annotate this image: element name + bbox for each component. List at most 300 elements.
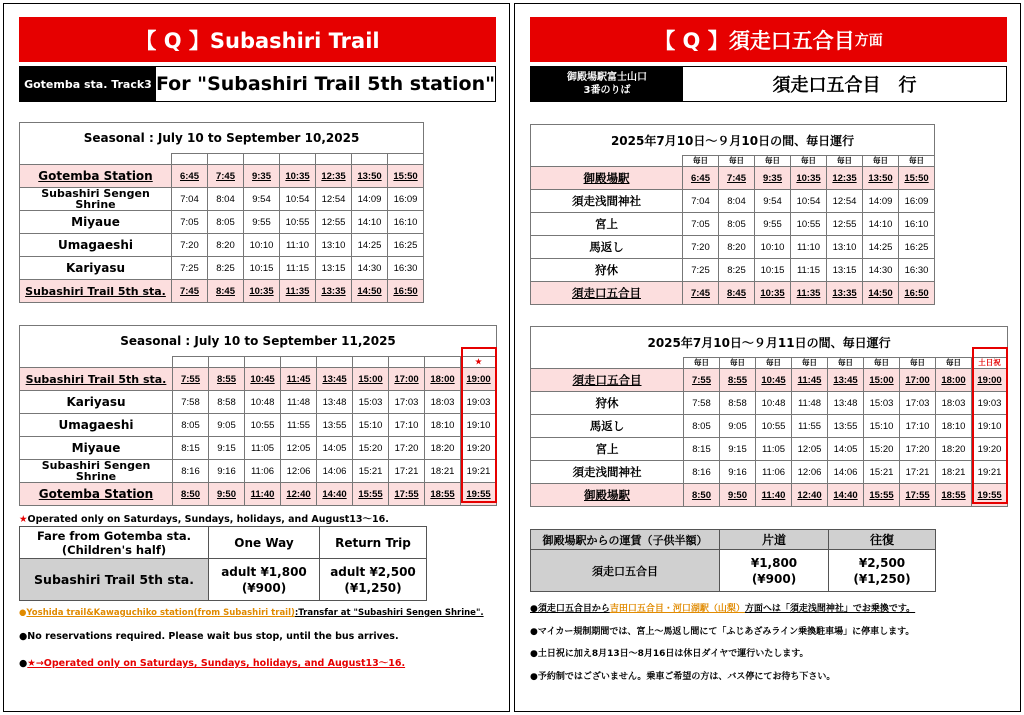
table-row (20, 460, 497, 483)
outbound-timetable (19, 122, 424, 303)
header-spacer (20, 357, 173, 368)
departure-time: 14:40 (317, 483, 353, 506)
table-row (20, 211, 424, 234)
departure-time: 8:50 (173, 483, 209, 506)
departure-time: 13:48 (828, 392, 864, 415)
departure-time: 16:30 (388, 257, 424, 280)
day-label: 毎日 (828, 358, 864, 369)
departure-time: 14:05 (828, 438, 864, 461)
departure-time: 17:55 (900, 484, 936, 507)
english-timetable-panel (3, 3, 510, 712)
stop-name: Miyaue (20, 211, 172, 234)
departure-time: 7:05 (172, 211, 208, 234)
stop-name: Gotemba Station (20, 483, 173, 506)
stop-name: 馬返し (531, 236, 683, 259)
departure-time: 19:03 (972, 392, 1008, 415)
departure-time: 10:15 (755, 259, 791, 282)
stop-name: Subashiri Sengen Shrine (20, 460, 173, 483)
table-row (20, 368, 497, 391)
boarding-info (19, 66, 496, 102)
departure-time: 19:10 (461, 414, 497, 437)
departure-time: 11:05 (756, 438, 792, 461)
table-row (531, 484, 1008, 507)
stop-name: Subashiri Sengen Shrine (20, 188, 172, 211)
one-way-header: One Way (209, 527, 320, 559)
departure-time: 18:03 (936, 392, 972, 415)
departure-time: 12:40 (281, 483, 317, 506)
departure-time: 10:55 (280, 211, 316, 234)
table-row (20, 280, 424, 303)
departure-time: 9:35 (244, 165, 280, 188)
star-note: ★Operated only on Saturdays, Sundays, holidays, and August13～16. (19, 514, 389, 525)
departure-time: 12:06 (792, 461, 828, 484)
stop-name: Subashiri Trail 5th sta. (20, 280, 172, 303)
one-way-price-jp: ¥1,800 (¥900) (720, 550, 829, 592)
one-way-header-jp: 片道 (720, 530, 829, 550)
departure-time: 10:45 (756, 369, 792, 392)
stop-name: Umagaeshi (20, 414, 173, 437)
departure-time: 19:03 (461, 391, 497, 414)
departure-time: 8:25 (208, 257, 244, 280)
departure-time: 7:45 (208, 165, 244, 188)
departure-time: 10:54 (791, 190, 827, 213)
departure-time: 10:48 (756, 392, 792, 415)
departure-time: 8:15 (173, 437, 209, 460)
departure-time: 19:10 (972, 415, 1008, 438)
table-row (20, 483, 497, 506)
departure-time: 8:05 (684, 415, 720, 438)
departure-time: 9:55 (755, 213, 791, 236)
fare-table (19, 526, 427, 601)
departure-time: 15:10 (864, 415, 900, 438)
stop-name: Subashiri Trail 5th sta. (20, 368, 173, 391)
day-label: 毎日 (936, 358, 972, 369)
departure-time: 11:10 (791, 236, 827, 259)
departure-time: 8:05 (173, 414, 209, 437)
departure-time: 10:54 (280, 188, 316, 211)
departure-time: 11:45 (792, 369, 828, 392)
header-cell (281, 357, 317, 368)
header-spacer (531, 358, 684, 369)
departure-time: 19:55 (461, 483, 497, 506)
stop-name: 狩休 (531, 259, 683, 282)
departure-time: 14:50 (352, 280, 388, 303)
transfer-note-jp: ●須走口五合目から吉田口五合目・河口湖駅（山梨）方面へは「須走浅間神社」でお乗換です。 (530, 604, 916, 614)
header-cell (425, 357, 461, 368)
departure-time: 12:05 (792, 438, 828, 461)
departure-time: 6:45 (683, 167, 719, 190)
header-cell (316, 154, 352, 165)
departure-time: 9:54 (244, 188, 280, 211)
table-row (20, 437, 497, 460)
departure-time: 18:00 (936, 369, 972, 392)
table-row (20, 257, 424, 280)
departure-time: 15:55 (864, 484, 900, 507)
departure-time: 13:45 (828, 369, 864, 392)
stop-name: 馬返し (531, 415, 684, 438)
departure-time: 13:15 (827, 259, 863, 282)
departure-time: 19:00 (972, 369, 1008, 392)
departure-time: 12:55 (827, 213, 863, 236)
departure-time: 7:04 (172, 188, 208, 211)
departure-time: 18:55 (936, 484, 972, 507)
stop-name: Gotemba Station (20, 165, 172, 188)
departure-time: 11:35 (791, 282, 827, 305)
departure-time: 7:45 (719, 167, 755, 190)
departure-time: 14:50 (863, 282, 899, 305)
departure-time: 18:21 (936, 461, 972, 484)
departure-time: 11:35 (280, 280, 316, 303)
departure-time: 13:15 (316, 257, 352, 280)
day-label: 毎日 (791, 156, 827, 167)
header-cell (172, 154, 208, 165)
holiday-note-jp: ●土日祝に加え8月13日～8月16日は休日ダイヤで運行いたします。 (530, 649, 809, 659)
departure-time: 7:05 (683, 213, 719, 236)
day-label: 毎日 (792, 358, 828, 369)
stop-name: Kariyasu (20, 391, 173, 414)
departure-time: 14:09 (352, 188, 388, 211)
day-label: 毎日 (863, 156, 899, 167)
departure-time: 9:16 (720, 461, 756, 484)
departure-time: 19:55 (972, 484, 1008, 507)
departure-time: 13:35 (316, 280, 352, 303)
reservation-note-jp: ●予約制ではございません。乗車ご希望の方は、バス停にてお待ち下さい。 (530, 672, 836, 682)
header-cell (245, 357, 281, 368)
table-row (20, 414, 497, 437)
day-label: 毎日 (683, 156, 719, 167)
departure-time: 17:10 (389, 414, 425, 437)
stop-name: Miyaue (20, 437, 173, 460)
day-label: 毎日 (684, 358, 720, 369)
departure-time: 8:20 (208, 234, 244, 257)
table-row (531, 282, 935, 305)
departure-time: 13:50 (863, 167, 899, 190)
departure-time: 9:15 (209, 437, 245, 460)
departure-time: 8:55 (209, 368, 245, 391)
return-timetable (19, 325, 497, 506)
departure-time: 10:55 (245, 414, 281, 437)
departure-time: 18:00 (425, 368, 461, 391)
departure-time: 9:55 (244, 211, 280, 234)
departure-time: 16:50 (388, 280, 424, 303)
track-label-jp: 御殿場駅富士山口 3番のりば (531, 67, 683, 101)
departure-time: 19:21 (461, 460, 497, 483)
departure-time: 10:35 (791, 167, 827, 190)
table-row (531, 236, 935, 259)
header-cell (209, 357, 245, 368)
departure-time: 11:05 (245, 437, 281, 460)
departure-time: 10:35 (280, 165, 316, 188)
departure-time: 15:00 (864, 369, 900, 392)
departure-time: 9:15 (720, 438, 756, 461)
day-label: 毎日 (719, 156, 755, 167)
day-label: 毎日 (899, 156, 935, 167)
departure-time: 19:20 (972, 438, 1008, 461)
departure-time: 10:35 (755, 282, 791, 305)
departure-time: 16:25 (388, 234, 424, 257)
departure-time: 15:21 (353, 460, 389, 483)
stop-name: 須走浅間神社 (531, 461, 684, 484)
table-row (20, 391, 497, 414)
departure-time: 17:10 (900, 415, 936, 438)
stop-name: 狩休 (531, 392, 684, 415)
departure-time: 9:35 (755, 167, 791, 190)
departure-time: 9:54 (755, 190, 791, 213)
table-row (531, 461, 1008, 484)
return-timetable-jp (530, 326, 1008, 507)
reservation-note: ●No reservations required. Please wait bus stop, until the bus arrives. (19, 631, 399, 642)
header-cell (388, 154, 424, 165)
departure-time: 14:25 (863, 236, 899, 259)
departure-time: 13:50 (352, 165, 388, 188)
departure-time: 16:09 (388, 188, 424, 211)
fare-destination: Subashiri Trail 5th sta. (20, 559, 209, 601)
departure-time: 6:45 (172, 165, 208, 188)
departure-time: 14:10 (863, 213, 899, 236)
departure-time: 9:05 (720, 415, 756, 438)
track-label: Gotemba sta. Track3 (20, 67, 156, 101)
departure-time: 10:55 (791, 213, 827, 236)
day-label: 毎日 (900, 358, 936, 369)
departure-time: 11:10 (280, 234, 316, 257)
departure-time: 15:20 (864, 438, 900, 461)
table-row (531, 167, 935, 190)
departure-time: 15:10 (353, 414, 389, 437)
departure-time: 17:00 (900, 369, 936, 392)
departure-time: 13:55 (828, 415, 864, 438)
departure-time: 11:15 (280, 257, 316, 280)
departure-time: 8:58 (720, 392, 756, 415)
departure-time: 15:21 (864, 461, 900, 484)
one-way-price: adult ¥1,800 (¥900) (209, 559, 320, 601)
departure-time: 8:04 (208, 188, 244, 211)
header-cell (353, 357, 389, 368)
stop-name: 御殿場駅 (531, 484, 684, 507)
departure-time: 16:10 (899, 213, 935, 236)
departure-time: 10:10 (244, 234, 280, 257)
departure-time: 16:30 (899, 259, 935, 282)
departure-time: 7:55 (684, 369, 720, 392)
route-banner: 【 Q 】Subashiri Trail (19, 17, 496, 62)
return-price: adult ¥2,500 (¥1,250) (320, 559, 427, 601)
japanese-timetable-panel (514, 3, 1021, 712)
departure-time: 18:10 (425, 414, 461, 437)
table-row (20, 165, 424, 188)
weekend-star: ★ (461, 357, 497, 368)
departure-time: 18:21 (425, 460, 461, 483)
departure-time: 12:55 (316, 211, 352, 234)
departure-time: 16:10 (388, 211, 424, 234)
timetable-caption: Seasonal : July 10 to September 11,2025 (20, 326, 497, 357)
departure-time: 19:00 (461, 368, 497, 391)
departure-time: 8:05 (208, 211, 244, 234)
return-trip-header: Return Trip (320, 527, 427, 559)
departure-time: 9:50 (209, 483, 245, 506)
day-label: 毎日 (864, 358, 900, 369)
departure-time: 17:00 (389, 368, 425, 391)
departure-time: 7:58 (684, 392, 720, 415)
departure-time: 12:05 (281, 437, 317, 460)
return-price-jp: ¥2,500 (¥1,250) (829, 550, 936, 592)
departure-time: 17:21 (900, 461, 936, 484)
header-spacer (20, 154, 172, 165)
departure-time: 12:35 (316, 165, 352, 188)
departure-time: 12:54 (316, 188, 352, 211)
table-row (531, 438, 1008, 461)
departure-time: 8:45 (208, 280, 244, 303)
departure-time: 7:55 (173, 368, 209, 391)
departure-time: 14:30 (863, 259, 899, 282)
departure-time: 18:03 (425, 391, 461, 414)
departure-time: 11:40 (756, 484, 792, 507)
stop-name: Umagaeshi (20, 234, 172, 257)
stop-name: 宮上 (531, 438, 684, 461)
departure-time: 15:03 (864, 392, 900, 415)
timetable-caption: 2025年7月10日～９月11日の間、毎日運行 (531, 327, 1008, 358)
table-row (531, 213, 935, 236)
departure-time: 11:55 (281, 414, 317, 437)
departure-time: 10:35 (244, 280, 280, 303)
fare-header: Fare from Gotemba sta. (Children's half) (20, 527, 209, 559)
departure-time: 18:20 (425, 437, 461, 460)
boarding-info-jp (530, 66, 1007, 102)
departure-time: 8:45 (719, 282, 755, 305)
outbound-timetable-jp (530, 124, 935, 305)
header-cell (352, 154, 388, 165)
departure-time: 8:50 (684, 484, 720, 507)
departure-time: 10:48 (245, 391, 281, 414)
departure-time: 11:45 (281, 368, 317, 391)
table-row (531, 259, 935, 282)
departure-time: 7:20 (683, 236, 719, 259)
header-cell (244, 154, 280, 165)
departure-time: 17:21 (389, 460, 425, 483)
departure-time: 17:55 (389, 483, 425, 506)
header-cell (280, 154, 316, 165)
departure-time: 7:45 (172, 280, 208, 303)
departure-time: 15:50 (899, 167, 935, 190)
departure-time: 8:58 (209, 391, 245, 414)
departure-time: 7:58 (173, 391, 209, 414)
departure-time: 15:50 (388, 165, 424, 188)
departure-time: 7:25 (172, 257, 208, 280)
table-row (531, 369, 1008, 392)
departure-time: 8:16 (173, 460, 209, 483)
departure-time: 8:16 (684, 461, 720, 484)
departure-time: 10:10 (755, 236, 791, 259)
departure-time: 8:15 (684, 438, 720, 461)
departure-time: 11:48 (281, 391, 317, 414)
departure-time: 12:06 (281, 460, 317, 483)
departure-time: 13:55 (317, 414, 353, 437)
departure-time: 7:20 (172, 234, 208, 257)
departure-time: 10:45 (245, 368, 281, 391)
departure-time: 16:09 (899, 190, 935, 213)
departure-time: 12:35 (827, 167, 863, 190)
header-cell (389, 357, 425, 368)
departure-time: 8:04 (719, 190, 755, 213)
departure-time: 11:40 (245, 483, 281, 506)
departure-time: 14:30 (352, 257, 388, 280)
departure-time: 9:05 (209, 414, 245, 437)
fare-header-jp: 御殿場駅からの運賃（子供半額） (531, 530, 720, 550)
departure-time: 15:00 (353, 368, 389, 391)
departure-time: 14:40 (828, 484, 864, 507)
departure-time: 11:55 (792, 415, 828, 438)
table-row (531, 190, 935, 213)
departure-time: 15:55 (353, 483, 389, 506)
day-label: 毎日 (755, 156, 791, 167)
departure-time: 8:25 (719, 259, 755, 282)
table-row (531, 392, 1008, 415)
departure-time: 11:48 (792, 392, 828, 415)
timetable-caption: Seasonal : July 10 to September 10,2025 (20, 123, 424, 154)
departure-time: 18:20 (936, 438, 972, 461)
departure-time: 7:45 (683, 282, 719, 305)
timetable-caption: 2025年7月10日～９月10日の間、毎日運行 (531, 125, 935, 156)
departure-time: 13:35 (827, 282, 863, 305)
departure-time: 18:55 (425, 483, 461, 506)
departure-time: 14:06 (828, 461, 864, 484)
departure-time: 16:25 (899, 236, 935, 259)
departure-time: 12:54 (827, 190, 863, 213)
destination-label: For "Subashiri Trail 5th station" (155, 73, 495, 95)
stop-name: Kariyasu (20, 257, 172, 280)
departure-time: 11:06 (756, 461, 792, 484)
stop-name: 御殿場駅 (531, 167, 683, 190)
departure-time: 13:10 (827, 236, 863, 259)
table-row (531, 415, 1008, 438)
departure-time: 17:20 (389, 437, 425, 460)
stop-name: 須走口五合目 (531, 369, 684, 392)
departure-time: 8:55 (720, 369, 756, 392)
destination-label-jp: 須走口五合目 行 (772, 75, 917, 96)
departure-time: 13:45 (317, 368, 353, 391)
route-banner-jp: 【 Q 】須走口五合目 方面 (530, 17, 1007, 62)
departure-time: 10:55 (756, 415, 792, 438)
departure-time: 14:09 (863, 190, 899, 213)
fare-destination-jp: 須走口五合目 (531, 550, 720, 592)
departure-time: 12:40 (792, 484, 828, 507)
departure-time: 8:20 (719, 236, 755, 259)
departure-time: 9:16 (209, 460, 245, 483)
return-trip-header-jp: 往復 (829, 530, 936, 550)
departure-time: 8:05 (719, 213, 755, 236)
holiday-label: 土日祝 (972, 358, 1008, 369)
stop-name: 須走浅間神社 (531, 190, 683, 213)
departure-time: 14:05 (317, 437, 353, 460)
departure-time: 14:25 (352, 234, 388, 257)
departure-time: 9:50 (720, 484, 756, 507)
departure-time: 15:20 (353, 437, 389, 460)
header-cell (317, 357, 353, 368)
departure-time: 14:10 (352, 211, 388, 234)
header-cell (208, 154, 244, 165)
departure-time: 14:06 (317, 460, 353, 483)
departure-time: 15:03 (353, 391, 389, 414)
departure-time: 16:50 (899, 282, 935, 305)
departure-time: 7:25 (683, 259, 719, 282)
departure-time: 10:15 (244, 257, 280, 280)
departure-time: 17:03 (389, 391, 425, 414)
stop-name: 須走口五合目 (531, 282, 683, 305)
car-restriction-note-jp: ●マイカー規制期間では、宮上～馬返し間にて「ふじあざみライン乗換駐車場」に停車します。 (530, 627, 915, 637)
departure-time: 11:15 (791, 259, 827, 282)
departure-time: 13:48 (317, 391, 353, 414)
day-label: 毎日 (827, 156, 863, 167)
departure-time: 17:03 (900, 392, 936, 415)
departure-time: 19:21 (972, 461, 1008, 484)
